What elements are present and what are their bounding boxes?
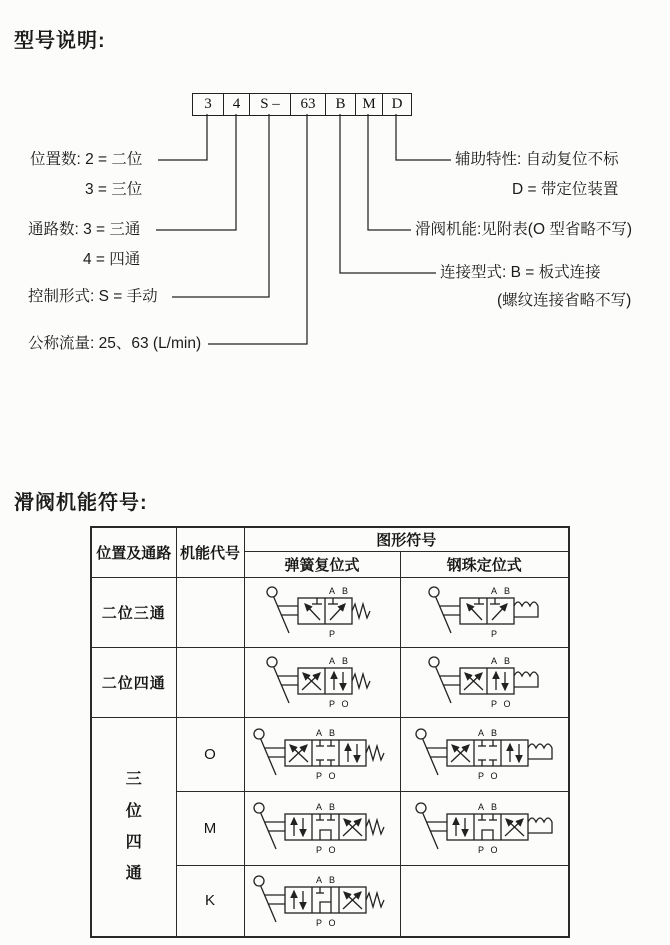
- svg-text:B: B: [341, 586, 349, 596]
- valve-2pos4way-spring: [245, 654, 400, 710]
- valve-2pos4way-ball: [401, 654, 569, 710]
- legend-positions-sub: 3 = 三位: [85, 181, 143, 198]
- svg-text:P: P: [491, 629, 498, 639]
- header-position-ways: 位置及通路: [91, 527, 176, 577]
- svg-text:A: A: [491, 586, 498, 596]
- svg-text:A: A: [477, 802, 484, 812]
- valve-3pos4way-M-spring: [245, 800, 400, 856]
- row-label-3pos4way: [91, 717, 176, 937]
- svg-text:A: A: [315, 874, 322, 885]
- legend-positions: 位置数: 2 = 二位: [30, 151, 143, 168]
- svg-text:P: P: [477, 845, 484, 855]
- legend-connection: 连接型式: B = 板式连接: [440, 264, 601, 281]
- code-O: O: [176, 717, 244, 791]
- svg-text:P: P: [328, 629, 336, 639]
- svg-text:O: O: [327, 845, 336, 855]
- svg-text:A: A: [477, 728, 484, 738]
- legend-spool: 滑阀机能:见附表(O 型省略不写): [415, 221, 632, 238]
- svg-text:P: P: [315, 771, 322, 781]
- code-cell-positions: 3: [193, 94, 224, 115]
- svg-text:O: O: [490, 845, 498, 855]
- code-cell-control: S –: [250, 94, 291, 115]
- header-function-code: 机能代号: [176, 527, 244, 577]
- row-label-3pos4way-text: 三位四通: [125, 771, 142, 882]
- svg-text:A: A: [315, 728, 322, 738]
- code-cell-connection: B: [326, 94, 356, 115]
- code-M: M: [176, 791, 244, 865]
- legend-control: 控制形式: S = 手动: [28, 288, 158, 305]
- valve-3pos4way-K-spring: [245, 873, 400, 929]
- legend-connection-sub: (螺纹连接省略不写): [497, 292, 632, 309]
- svg-text:B: B: [341, 656, 349, 666]
- legend-flow: 公称流量: 25、63 (L/min): [28, 335, 202, 352]
- valve-3pos4way-O-spring: [245, 726, 400, 782]
- valve-3pos4way-M-ball: [401, 800, 569, 856]
- code-cell-ways: 4: [224, 94, 250, 115]
- valve-3pos4way-O-ball: [401, 726, 569, 782]
- svg-text:B: B: [328, 728, 335, 738]
- svg-text:P: P: [491, 699, 498, 709]
- code-cell-aux: D: [391, 96, 403, 112]
- svg-text:A: A: [315, 802, 322, 812]
- code-cell-empty: [176, 647, 244, 717]
- svg-text:A: A: [328, 586, 336, 596]
- svg-text:O: O: [503, 699, 511, 709]
- spool-symbols-title: 滑阀机能符号:: [14, 492, 148, 514]
- row-label-2pos3way: 二位三通: [91, 577, 176, 647]
- model-code-box: [192, 93, 412, 116]
- svg-text:P: P: [328, 699, 336, 709]
- code-cell-flow: 63: [291, 94, 326, 115]
- svg-text:B: B: [504, 656, 511, 666]
- svg-text:P: P: [315, 845, 322, 855]
- valve-2pos3way-ball: [401, 584, 569, 640]
- header-graphic-symbol: 图形符号: [244, 527, 569, 551]
- model-explanation-title: 型号说明:: [14, 30, 106, 52]
- svg-text:B: B: [504, 586, 511, 596]
- code-cell-spool: M: [356, 94, 383, 115]
- legend-ways: 通路数: 3 = 三通: [28, 221, 141, 238]
- svg-text:O: O: [327, 917, 336, 928]
- svg-text:B: B: [490, 802, 497, 812]
- legend-ways-sub: 4 = 四通: [83, 251, 141, 268]
- header-ball-detent: 钢珠定位式: [400, 551, 569, 577]
- valve-2pos3way-spring: [245, 584, 400, 640]
- svg-text:A: A: [491, 656, 498, 666]
- valve-function-table: [90, 526, 570, 938]
- code-K: K: [176, 865, 244, 937]
- header-spring-return: 弹簧复位式: [244, 551, 400, 577]
- code-cell-empty: [176, 577, 244, 647]
- svg-text:O: O: [327, 771, 336, 781]
- svg-text:P: P: [315, 917, 322, 928]
- svg-text:B: B: [490, 728, 497, 738]
- legend-aux-sub: D = 带定位装置: [512, 181, 619, 198]
- svg-text:O: O: [341, 699, 349, 709]
- svg-text:B: B: [328, 874, 335, 885]
- svg-text:P: P: [477, 771, 484, 781]
- svg-text:O: O: [490, 771, 498, 781]
- svg-text:B: B: [328, 802, 335, 812]
- row-label-2pos4way: 二位四通: [91, 647, 176, 717]
- svg-text:A: A: [328, 656, 336, 666]
- legend-aux: 辅助特性: 自动复位不标: [455, 151, 619, 168]
